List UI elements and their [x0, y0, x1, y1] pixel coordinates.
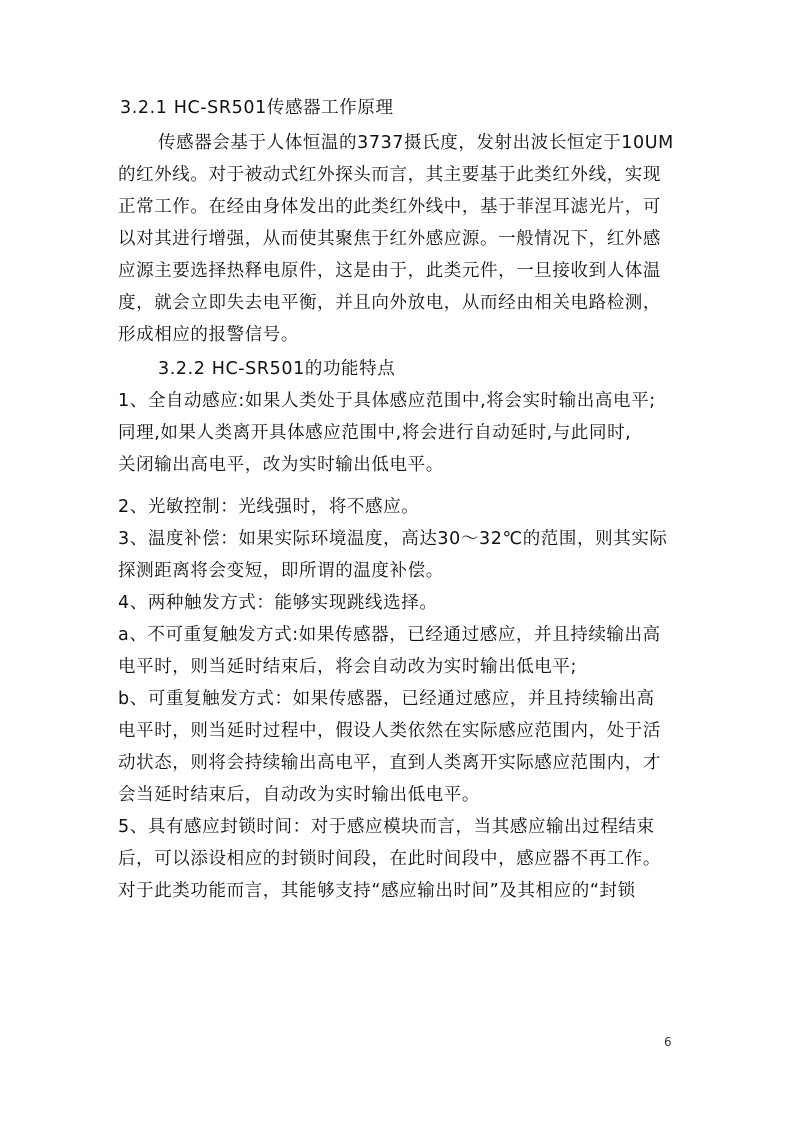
page-number: 6 [664, 1035, 672, 1049]
paragraph-line: 以对其进行增强，从而使其聚焦于红外感应源。一般情况下，红外感 [118, 229, 661, 249]
paragraph-line: 应源主要选择热释电原件，这是由于，此类元件，一旦接收到人体温 [118, 261, 661, 281]
feature-line: 关闭输出高电平，改为实时输出低电平。 [118, 455, 444, 475]
feature-line: 同理,如果人类离开具体感应范围中,将会进行自动延时,与此同时, [118, 423, 632, 443]
paragraph-line: 传感器会基于人体恒温的3737摄氏度，发射出波长恒定于10UM [158, 133, 674, 153]
feature-line: 会当延时结束后，自动改为实时输出低电平。 [118, 785, 480, 805]
paragraph-line: 的红外线。对于被动式红外探头而言，其主要基于此类红外线，实现 [118, 165, 661, 185]
feature-item-a [118, 619, 678, 683]
feature-line: 4、两种触发方式：能够实现跳线选择。 [118, 593, 438, 613]
feature-line: 3、温度补偿：如果实际环境温度，高达30～32℃的范围，则其实际 [118, 529, 668, 549]
feature-line: b、可重复触发方式：如果传感器，已经通过感应，并且持续输出高 [118, 689, 655, 709]
feature-line: a、不可重复触发方式:如果传感器，已经通过感应，并且持续输出高 [118, 625, 661, 645]
feature-item-3 [118, 523, 678, 587]
document-body [118, 92, 678, 907]
feature-line: 后，可以添设相应的封锁时间段，在此时间段中，感应器不再工作。 [118, 849, 661, 869]
section-heading-3-2-2: 3.2.2 HC-SR501的功能特点 [158, 359, 396, 379]
paragraph-working-principle [118, 127, 678, 351]
section-heading-3-2-1: 3.2.1 HC-SR501传感器工作原理 [120, 98, 394, 118]
feature-item-5 [118, 811, 678, 907]
feature-line: 对于此类功能而言，其能够支持“感应输出时间”及其相应的“封锁 [118, 881, 636, 901]
feature-line: 电平时，则当延时过程中，假设人类依然在实际感应范围内，处于活 [118, 721, 661, 741]
feature-line: 5、具有感应封锁时间：对于感应模块而言，当其感应输出过程结束 [118, 817, 655, 837]
feature-item-4 [118, 587, 678, 619]
paragraph-line: 正常工作。在经由身体发出的此类红外线中，基于菲涅耳滤光片，可 [118, 197, 661, 217]
feature-line: 动状态，则将会持续输出高电平，直到人类离开实际感应范围内，才 [118, 753, 661, 773]
feature-item-b [118, 683, 678, 811]
feature-line: 电平时，则当延时结束后，将会自动改为实时输出低电平; [118, 657, 577, 677]
feature-line: 探测距离将会变短，即所谓的温度补偿。 [118, 561, 444, 581]
feature-line: 1、全自动感应:如果人类处于具体感应范围中,将会实时输出高电平; [118, 391, 656, 411]
feature-line: 2、光敏控制：光线强时，将不感应。 [118, 497, 420, 517]
feature-item-1 [118, 385, 678, 481]
paragraph-line: 形成相应的报警信号。 [118, 325, 299, 345]
feature-item-2 [118, 491, 678, 523]
paragraph-line: 度，就会立即失去电平衡，并且向外放电，从而经由相关电路检测， [118, 293, 661, 313]
